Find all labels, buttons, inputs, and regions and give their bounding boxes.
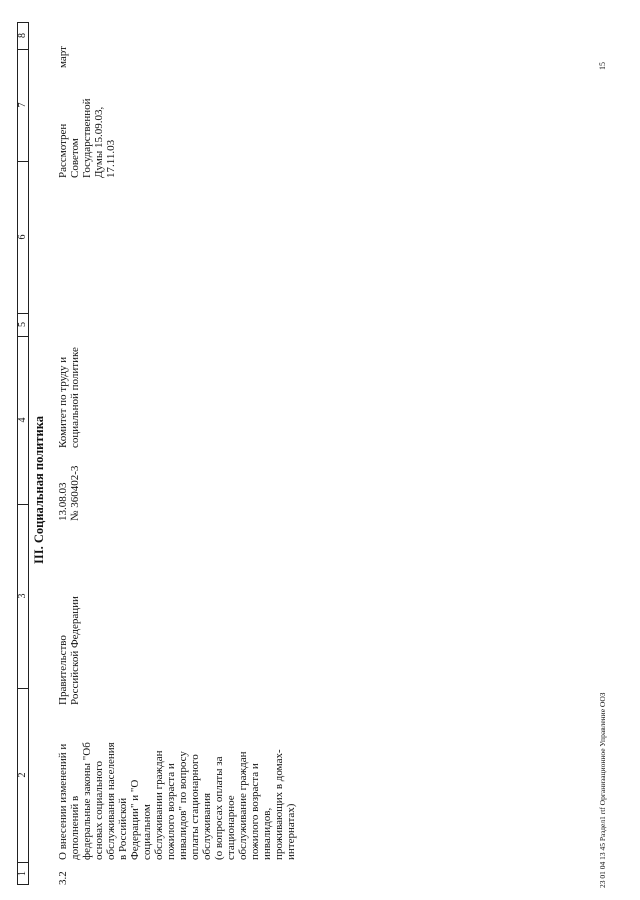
- bill-status: Рассмотрен Советом Государственной Думы 15.09.03, 17.11.03: [57, 98, 117, 178]
- page-number: 15: [598, 62, 607, 70]
- planned-month: март: [57, 46, 69, 68]
- row-number: 3.2: [57, 871, 69, 885]
- column-number-7: 7: [18, 49, 28, 162]
- responsible-committee: Комитет по труду и социальной политике: [57, 347, 81, 448]
- page-footer: 23 01 04 13 45 Раздел1 rtf Организационное Управление ООЗ: [598, 692, 607, 888]
- column-number-8: 8: [18, 22, 28, 50]
- column-number-5: 5: [18, 313, 28, 337]
- bill-date-number: 13.08.03 № 360402-3: [57, 465, 81, 521]
- column-number-6: 6: [18, 161, 28, 314]
- bill-title: О внесении изменений и дополнений в федеральные законы "Об основах социального обслуживания населения в Российской Федерации" и "О социальном обслуживании граждан пожилого возраста и инвалидов" по вопросу оплаты стационарного обслуживания (о вопросах оплаты за стационарное обслуживание граждан пожилого возраста и инвалидов, проживающих в домах- интернатах): [57, 742, 297, 860]
- bill-initiator: Правительство Российской Федерации: [57, 596, 81, 705]
- column-number-1: 1: [17, 871, 28, 876]
- table-header-row: [17, 22, 29, 885]
- column-number-2: 2: [18, 688, 28, 863]
- column-number-3: 3: [18, 504, 28, 689]
- section-title: III. Социальная политика: [32, 416, 46, 564]
- column-number-4: 4: [18, 336, 28, 505]
